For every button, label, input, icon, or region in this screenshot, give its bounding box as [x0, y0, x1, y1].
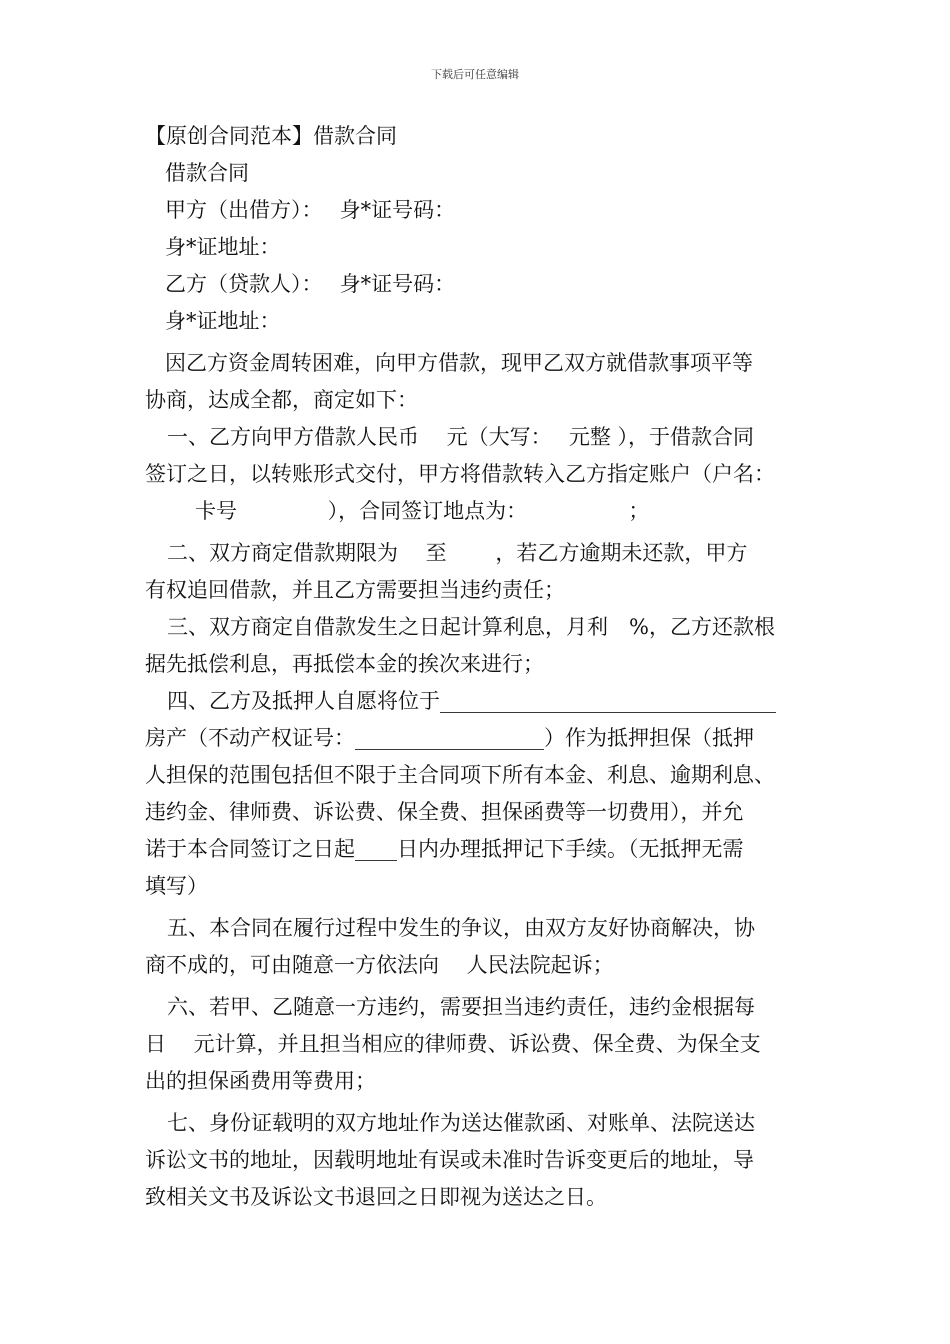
clause-4-line-2: 房产（不动产权证号：__________________）作为抵押担保（抵押 [145, 726, 754, 750]
header-note: 下载后可任意编辑 [431, 68, 519, 81]
clause-4-line-3: 人担保的范围包括但不限于主合同项下所有本金、利息、逾期利息、 [145, 763, 775, 787]
clause-3-line-1: 三、双方商定自借款发生之日起计算利息，月利 %，乙方还款根 [167, 615, 775, 639]
clause-5-line-2: 商不成的，可由随意一方依法向 人民法院起诉； [145, 953, 614, 977]
party-a-line: 甲方（出借方）： 身*证号码： [165, 198, 456, 222]
subtitle: 借款合同 [165, 161, 249, 185]
party-b-address: 身*证地址： [165, 309, 281, 333]
clause-4-line-1: 四、乙方及抵押人自愿将位于________________________________ [167, 689, 776, 713]
clause-1-line-3: 卡号 ），合同签订地点为： ； [195, 499, 650, 523]
clause-2-line-2: 有权追回借款，并且乙方需要担当违约责任； [145, 578, 565, 602]
clause-4-line-5: 诺于本合同签订之日起____日内办理抵押记下手续。（无抵押无需 [145, 837, 744, 861]
preamble-line-1: 因乙方资金周转困难，向甲方借款，现甲乙双方就借款事项平等 [165, 351, 753, 375]
clause-1-line-1: 一、乙方向甲方借款人民币 元（大写： 元整 ），于借款合同 [167, 425, 755, 449]
clause-6-line-2: 日 元计算，并且担当相应的律师费、诉讼费、保全费、为保全支 [145, 1032, 761, 1056]
clause-5-line-1: 五、本合同在履行过程中发生的争议，由双方友好协商解决，协 [167, 916, 755, 940]
clause-3-line-2: 据先抵偿利息，再抵偿本金的挨次来进行； [145, 652, 544, 676]
clause-7-line-1: 七、身份证载明的双方地址作为送达催款函、对账单、法院送达 [167, 1111, 755, 1135]
clause-7-line-3: 致相关文书及诉讼文书退回之日即视为送达之日。 [145, 1185, 607, 1209]
clause-4-line-4: 违约金、律师费、诉讼费、保全费、担保函费等一切费用），并允 [145, 800, 744, 824]
clause-6-line-1: 六、若甲、乙随意一方违约，需要担当违约责任，违约金根据每 [167, 995, 755, 1019]
document-title: 【原创合同范本】借款合同 [145, 124, 397, 148]
clause-1-line-2: 签订之日，以转账形式交付，甲方将借款转入乙方指定账户（户名： [145, 462, 775, 486]
clause-7-line-2: 诉讼文书的地址，因载明地址有误或未准时告诉变更后的地址，导 [145, 1148, 754, 1172]
party-b-line: 乙方（贷款人）： 身*证号码： [165, 272, 456, 296]
contract-body [145, 118, 825, 1216]
preamble-line-2: 协商，达成全都，商定如下： [145, 388, 418, 412]
clause-6-line-3: 出的担保函费用等费用； [145, 1069, 376, 1093]
party-a-address: 身*证地址： [165, 235, 281, 259]
clause-2-line-1: 二、双方商定借款期限为 至 ，若乙方逾期未还款，甲方 [167, 541, 748, 565]
clause-4-line-6: 填写） [145, 874, 208, 898]
